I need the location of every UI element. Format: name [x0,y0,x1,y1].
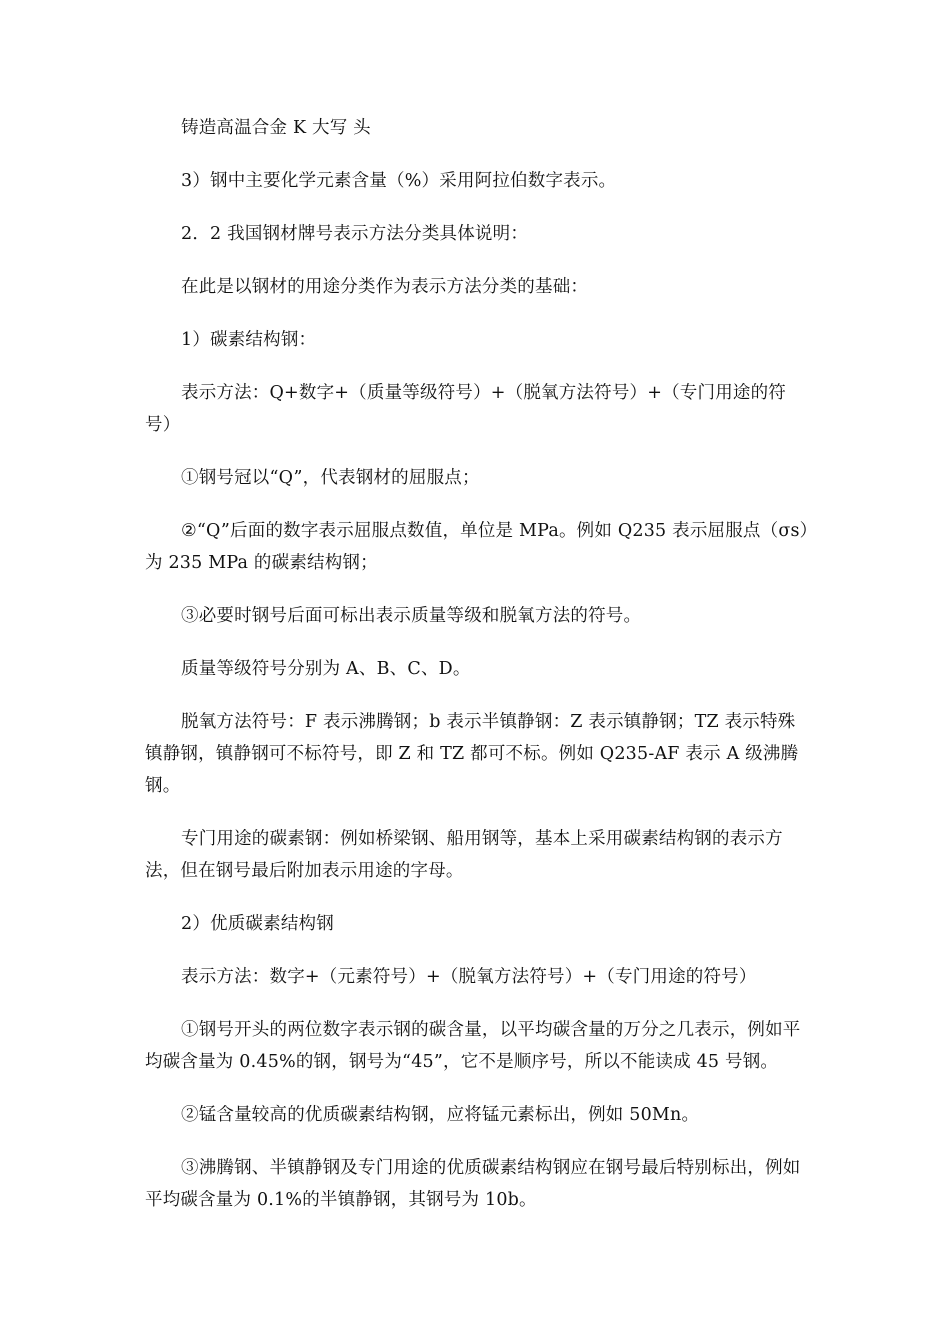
list-item-yield-point-value: ②“Q”后面的数字表示屈服点数值，单位是 MPa。例如 Q235 表示屈服点（σs）为 235 MPa 的碳素结构钢； [145,521,809,573]
subheading-quality-carbon-steel: 2）优质碳素结构钢 [181,914,334,934]
paragraph-deoxidation-symbols: 脱氧方法符号：F 表示沸腾钢；b 表示半镇静钢：Z 表示镇静钢；TZ 表示特殊镇静钢，镇静钢可不标符号，即 Z 和 TZ 都可不标。例如 Q235-AF 表示 A 级沸腾钢。 [145,712,799,796]
list-item-manganese: ②锰含量较高的优质碳素结构钢，应将锰元素标出，例如 50Mn。 [181,1105,700,1125]
list-item-q-prefix: ①钢号冠以“Q”，代表钢材的屈服点； [181,468,480,488]
list-item-quality-deoxidation: ③必要时钢号后面可标出表示质量等级和脱氧方法的符号。 [181,606,642,626]
paragraph-element-content: 3）钢中主要化学元素含量（%）采用阿拉伯数字表示。 [181,171,617,191]
subheading-carbon-structural-steel: 1）碳素结构钢： [181,330,317,350]
paragraph-special-purpose-steel: 专门用途的碳素钢：例如桥梁钢、船用钢等，基本上采用碳素结构钢的表示方法，但在钢号最后附加表示用途的字母。 [145,829,783,881]
section-heading-2-2: 2．2 我国钢材牌号表示方法分类具体说明： [181,224,529,244]
paragraph-notation-method-1: 表示方法：Q+数字+（质量等级符号）+（脱氧方法符号）+（专门用途的符号） [145,383,786,435]
paragraph-notation-method-2: 表示方法：数字+（元素符号）+（脱氧方法符号）+（专门用途的符号） [181,967,757,987]
list-item-rimmed-semikilled: ③沸腾钢、半镇静钢及专门用途的优质碳素结构钢应在钢号最后特别标出，例如平均碳含量为 0.1%的半镇静钢，其钢号为 10b。 [145,1158,801,1210]
list-item-carbon-content-digits: ①钢号开头的两位数字表示钢的碳含量，以平均碳含量的万分之几表示，例如平均碳含量为 0.45%的钢，钢号为“45”，它不是顺序号，所以不能读成 45 号钢。 [145,1020,801,1072]
paragraph-classification-basis: 在此是以钢材的用途分类作为表示方法分类的基础： [181,277,589,297]
paragraph-casting-superalloy: 铸造高温合金 K 大写 头 [181,118,371,138]
paragraph-quality-grades: 质量等级符号分别为 A、B、C、D。 [181,659,471,679]
document-body [145,112,810,1237]
